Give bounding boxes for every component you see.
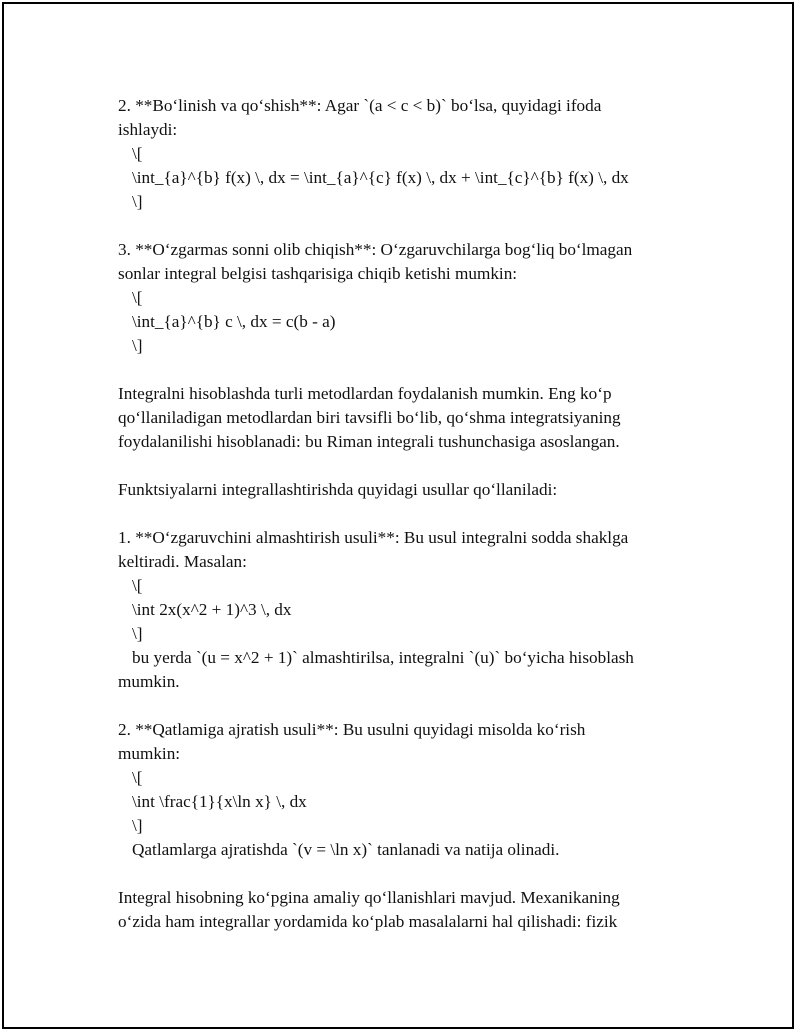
text-line: Integral hisobning ko‘pgina amaliy qo‘llanishlari mavjud. Mexanikaning [118, 888, 620, 907]
text-line: foydalanilishi hisoblanadi: bu Riman integrali tushunchasiga asoslangan. [118, 432, 620, 451]
paragraph-gap [118, 694, 678, 718]
formula-line: \int 2x(x^2 + 1)^3 \, dx [132, 600, 292, 619]
formula-line: \] [132, 336, 143, 355]
text-line: Funktsiyalarni integrallashtirishda quyidagi usullar qo‘llaniladi: [118, 480, 558, 499]
formula-line: \[ [132, 768, 143, 787]
formula-line: \int_{a}^{b} f(x) \, dx = \int_{a}^{c} f(x) \, dx + \int_{c}^{b} f(x) \, dx [132, 168, 629, 187]
paragraph-gap [118, 454, 678, 478]
document-body [118, 94, 678, 934]
text-line: mumkin. [118, 672, 180, 691]
text-line: mumkin: [118, 744, 181, 763]
text-line: qo‘llaniladigan metodlardan biri tavsifli bo‘lib, qo‘shma integratsiyaning [118, 408, 621, 427]
formula-line: \[ [132, 288, 143, 307]
formula-line: bu yerda `(u = x^2 + 1)` almashtirilsa, integralni `(u)` bo‘yicha hisoblash [132, 648, 634, 667]
formula-line: \int_{a}^{b} c \, dx = c(b - a) [132, 312, 336, 331]
formula-line: \[ [132, 144, 143, 163]
text-line: o‘zida ham integrallar yordamida ko‘plab masalalarni hal qilishadi: fizik [118, 912, 618, 931]
formula-line: \] [132, 192, 143, 211]
text-line: ishlaydi: [118, 120, 178, 139]
formula-line: Qatlamlarga ajratishda `(v = \ln x)` tanlanadi va natija olinadi. [132, 840, 560, 859]
text-line: 1. **O‘zgaruvchini almashtirish usuli**: Bu usul integralni sodda shaklga [118, 528, 629, 547]
formula-line: \] [132, 624, 143, 643]
paragraph-gap [118, 214, 678, 238]
paragraph-gap [118, 862, 678, 886]
text-line: 2. **Bo‘linish va qo‘shish**: Agar `(a < c < b)` bo‘lsa, quyidagi ifoda [118, 96, 602, 115]
text-line: Integralni hisoblashda turli metodlardan foydalanish mumkin. Eng ko‘p [118, 384, 612, 403]
formula-line: \int \frac{1}{x\ln x} \, dx [132, 792, 307, 811]
paragraph-gap [118, 502, 678, 526]
text-line: sonlar integral belgisi tashqarisiga chiqib ketishi mumkin: [118, 264, 518, 283]
paragraph-gap [118, 358, 678, 382]
text-line: keltiradi. Masalan: [118, 552, 247, 571]
formula-line: \[ [132, 576, 143, 595]
formula-line: \] [132, 816, 143, 835]
text-line: 3. **O‘zgarmas sonni olib chiqish**: O‘zgaruvchilarga bog‘liq bo‘lmagan [118, 240, 633, 259]
text-line: 2. **Qatlamiga ajratish usuli**: Bu usulni quyidagi misolda ko‘rish [118, 720, 586, 739]
